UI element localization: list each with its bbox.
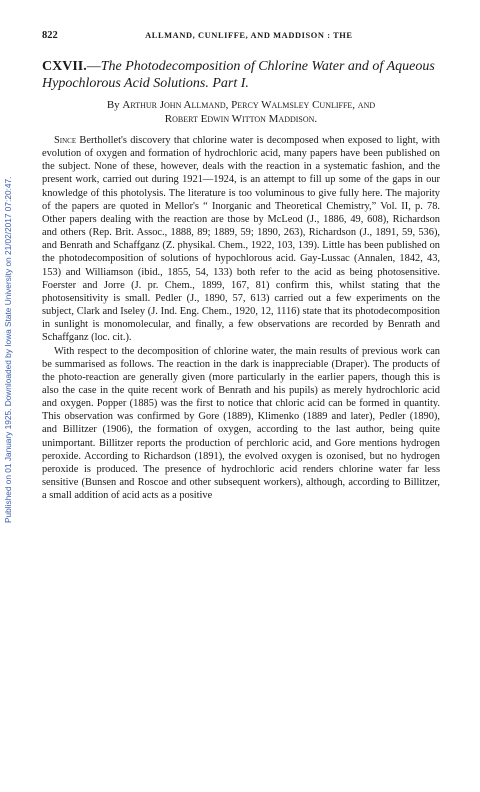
paragraph-lead: Since	[54, 135, 77, 146]
running-title: ALLMAND, CUNLIFFE, AND MADDISON : THE	[145, 31, 353, 40]
sidebar-provenance: Published on 01 January 1925. Downloaded by Iowa State University on 21/02/2017 07:20:47.	[3, 176, 13, 524]
article-number: CXVII.	[42, 59, 87, 74]
paragraph-text: With respect to the decomposition of chlorine water, the main results of previous work can be summarised as follows. The reaction in the dark is inappreciable (Draper). The products of the photo-reaction are generally given (more particularly in the earlier papers, though this is also the case in the quite recent work of Benrath and his pupils) as merely hydrochloric acid and oxygen. Popper (1885) was the first to notice that chloric acid can be formed in quantity. This observation was confirmed by Gore (1889), Klimenko (1889 and later), Pedler (1890), and Billitzer (1906), the formation of oxygen, according to the last author, being quite unimportant. Billitzer reports the production of perchloric acid, and Gore mentions hydrogen peroxide. According to Richardson (1891), the evolved oxygen is ozonised, but no hydrogen peroxide is produced. The presence of hydrochloric acid renders chlorine water far less sensitive (Bunsen and Roscoe and other subsequent workers), although, according to Billitzer, a small addition of acid acts as a positive	[42, 345, 440, 502]
authors-by: By	[106, 99, 120, 111]
paragraph-text: Berthollet's discovery that chlorine water is decomposed when exposed to light, with evolution of oxygen and formation of hydrochloric acid, many papers have been published on the subject. None of these, however, deals with the reaction in a systematic fashion, and the present work, carried out during 1921—1924, is an attempt to fill up some of the gaps in our knowledge of this photolysis. The literature is too voluminous to give fully here. The majority of the papers are quoted in Mellor's “ Inorganic and Theoretical Chemistry,” Vol. II, p. 78. Other papers dealing with the reaction are those by McLeod (J., 1886, 49, 608), Richardson and others (Rep. Brit. Assoc., 1888, 89; 1889, 59; 1890, 263), Richardson (J., 1891, 59, 536), and Benrath and Schaffganz (Z. physikal. Chem., 1922, 103, 139). Little has been published on the photodecomposition of solutions of hypochlorous acid. Gay-Lussac (Annalen, 1842, 43, 153) and Williamson (ibid., 1855, 54, 133) both refer to the acid as being photosensitive. Foerster and Jorre (J. pr. Chem., 1899, 167, 81) confirm this, whilst stating that the photosensitivity is small. Pedler (J., 1890, 57, 613) carried out a few experiments on the subject, Clark and Iseley (J. Ind. Eng. Chem., 1920, 12, 1116) state that its photodecomposition in sunlight is monomolecular, and finally, a few observations are recorded by Benrath and Schaffganz (loc. cit.).	[42, 135, 440, 344]
page-header	[42, 30, 440, 58]
paragraph-1	[42, 134, 440, 345]
authors-line-2: Robert Edwin Witton Maddison.	[164, 113, 318, 125]
article-title	[42, 58, 440, 92]
authors	[42, 98, 440, 126]
paragraph-2	[42, 345, 440, 503]
title-text: The Photodecomposition of Chlorine Water and of Aqueous Hypochlorous Acid Solutions. Part I.	[42, 59, 435, 91]
authors-line-1: Arthur John Allmand, Percy Walmsley Cunliffe, and	[122, 99, 376, 111]
page-number: 822	[42, 30, 58, 41]
title-dash: —	[86, 59, 101, 74]
article-body	[42, 134, 440, 502]
page	[42, 30, 440, 502]
